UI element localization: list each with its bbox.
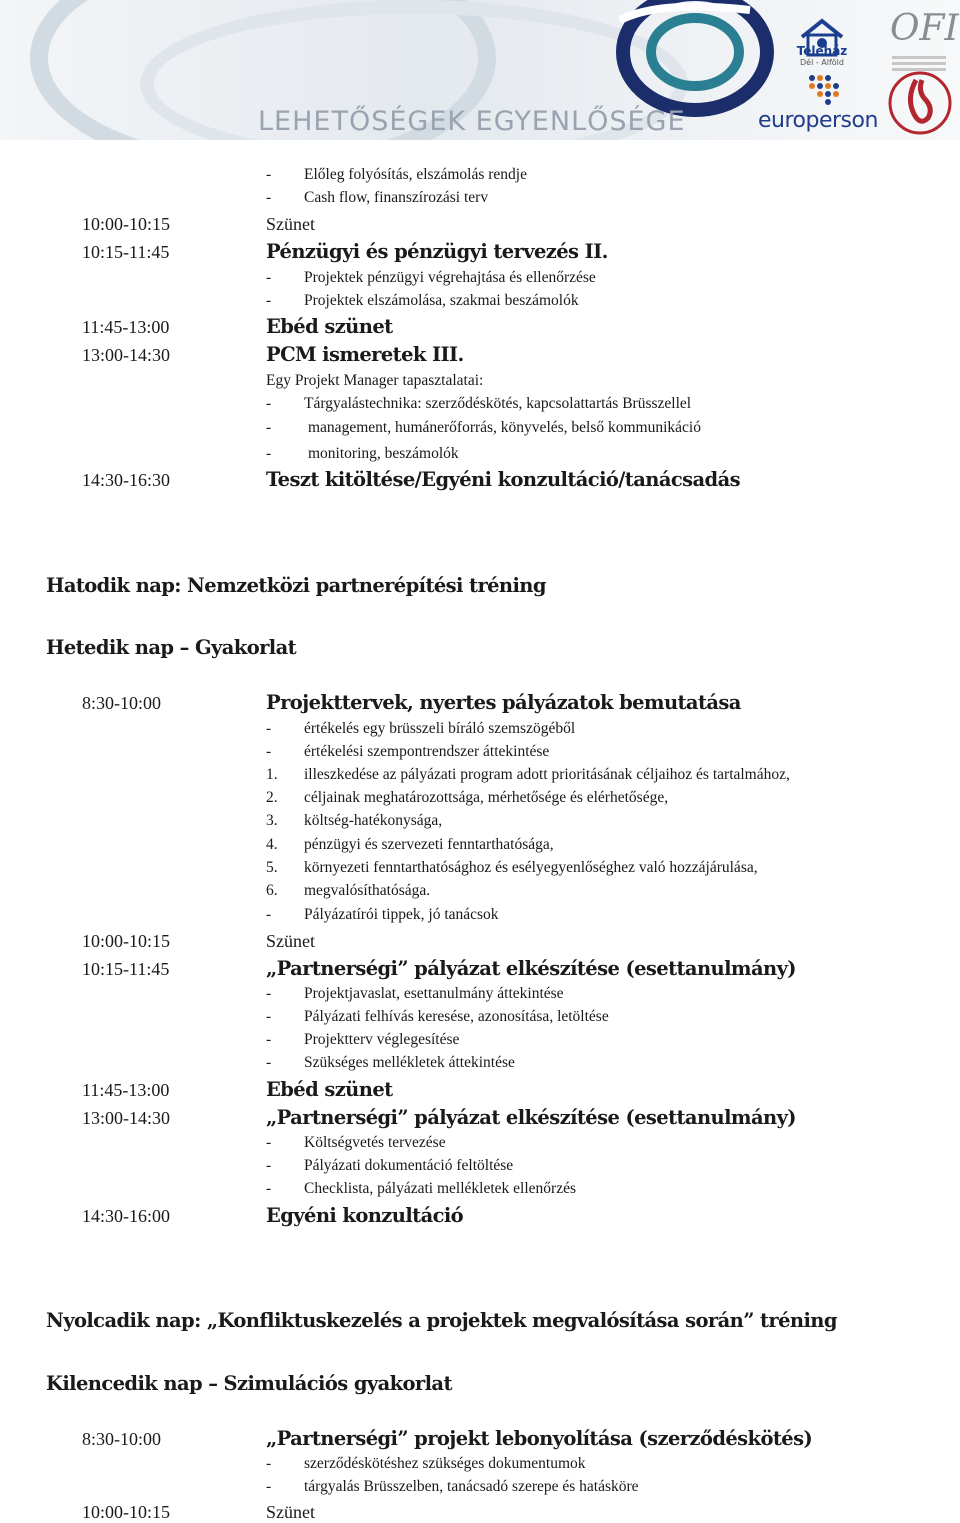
list-item: Költségvetés tervezése [304,1134,446,1151]
day-heading: Hetedik nap – Gyakorlat [46,636,297,659]
time-slot: 13:00-14:30 [82,345,170,365]
list-item: Pályázati felhívás keresése, azonosítása, letöltése [304,1008,609,1025]
day-heading: Hatodik nap: Nemzetközi partnerépítési tréning [46,574,546,597]
time-slot: 8:30-10:00 [82,693,161,713]
session-title: Ebéd szünet [266,1078,393,1101]
header-banner [0,0,960,140]
numbered-item: céljainak meghatározottsága, mérhetősége és elérhetősége, [304,789,669,806]
list-item: értékelés egy brüsszeli bíráló szemszögéből [304,720,576,737]
session-title: Projekttervek, nyertes pályázatok bemutatása [266,691,741,714]
list-number: 1. [266,766,278,783]
numbered-item: környezeti fenntarthatósághoz és esélyegyenlőséghez való hozzájárulása, [304,859,758,876]
time-slot: 10:00-10:15 [82,214,170,234]
list-item: Előleg folyósítás, elszámolás rendje [304,166,527,183]
bullet-dash: - [266,1134,272,1151]
time-slot: 10:15-11:45 [82,242,170,262]
list-number: 3. [266,812,278,829]
list-item: Pályázati dokumentáció feltöltése [304,1157,514,1174]
bullet-dash: - [266,1455,272,1472]
bullet-dash: - [266,189,272,206]
time-slot: 10:15-11:45 [82,959,170,979]
time-slot: 14:30-16:30 [82,470,170,490]
list-item: Pályázatírói tippek, jó tanácsok [304,906,499,923]
list-item: Projektterv véglegesítése [304,1031,460,1048]
foundation-seal-icon [888,68,952,138]
europerson-dots-icon [806,72,842,108]
list-item: Projektek pénzügyi végrehajtása és ellenőrzése [304,269,596,286]
bullet-dash: - [266,1180,272,1197]
list-item: szerződéskötéshez szükséges dokumentumok [304,1455,586,1472]
session-title: Teszt kitöltése/Egyéni konzultáció/tanácsadás [266,468,740,491]
list-item: Cash flow, finanszírozási terv [304,189,489,206]
list-item: tárgyalás Brüsszelben, tanácsadó szerepe és hatásköre [304,1478,639,1495]
bullet-dash: - [266,1054,272,1071]
bullet-dash: - [266,1031,272,1048]
time-slot: 13:00-14:30 [82,1108,170,1128]
bullet-dash: - [266,419,272,436]
list-item: management, humánerőforrás, könyvelés, belső kommunikáció [308,419,701,436]
session-title: Szünet [266,214,315,234]
banner-title: LEHETŐSÉGEK EGYENLŐSÉGE [258,106,686,137]
list-item: Projektek elszámolása, szakmai beszámolók [304,292,579,309]
bullet-dash: - [266,269,272,286]
time-slot: 14:30-16:00 [82,1206,170,1226]
time-slot: 11:45-13:00 [82,317,170,337]
bullet-dash: - [266,445,272,462]
session-title: „Partnerségi” projekt lebonyolítása (szerződéskötés) [266,1427,813,1450]
telehaz-logo-title: Teleház [796,44,848,58]
list-item: Projektjavaslat, esettanulmány áttekintése [304,985,564,1002]
europerson-logo: europerson [758,108,878,133]
session-title: Szünet [266,1502,315,1522]
bullet-dash: - [266,985,272,1002]
bullet-dash: - [266,1008,272,1025]
list-number: 5. [266,859,278,876]
list-item: Szükséges mellékletek áttekintése [304,1054,515,1071]
numbered-item: pénzügyi és szervezeti fenntarthatósága, [304,836,554,853]
session-title: Pénzügyi és pénzügyi tervezés II. [266,240,608,263]
list-number: 6. [266,882,278,899]
session-intro: Egy Projekt Manager tapasztalatai: [266,372,484,389]
session-title: „Partnerségi” pályázat elkészítése (esettanulmány) [266,957,796,980]
numbered-item: költség-hatékonysága, [304,812,443,829]
session-title: Szünet [266,931,315,951]
list-number: 4. [266,836,278,853]
time-slot: 10:00-10:15 [82,1502,170,1522]
time-slot: 8:30-10:00 [82,1429,161,1449]
time-slot: 10:00-10:15 [82,931,170,951]
time-slot: 11:45-13:00 [82,1080,170,1100]
telehaz-logo-subtitle: Dél - Alföld [800,58,844,67]
bullet-dash: - [266,395,272,412]
bullet-dash: - [266,166,272,183]
numbered-item: megvalósíthatósága. [304,882,431,899]
list-item: monitoring, beszámolók [308,445,459,462]
list-number: 2. [266,789,278,806]
day-heading: Kilencedik nap – Szimulációs gyakorlat [46,1372,452,1395]
bullet-dash: - [266,720,272,737]
bullet-dash: - [266,1157,272,1174]
day-heading: Nyolcadik nap: „Konfliktuskezelés a projektek megvalósítása során” tréning [46,1309,837,1332]
session-title: Ebéd szünet [266,315,393,338]
bullet-dash: - [266,743,272,760]
session-title: Egyéni konzultáció [266,1204,464,1227]
bullet-dash: - [266,292,272,309]
session-title: „Partnerségi” pályázat elkészítése (esettanulmány) [266,1106,796,1129]
bullet-dash: - [266,906,272,923]
numbered-item: illeszkedése az pályázati program adott prioritásának céljaihoz és tartalmához, [304,766,790,783]
ofi-logo: OFI [890,8,959,49]
bullet-dash: - [266,1478,272,1495]
list-item: értékelési szempontrendszer áttekintése [304,743,550,760]
session-title: PCM ismeretek III. [266,343,464,366]
list-item: Tárgyalástechnika: szerződéskötés, kapcsolattartás Brüsszellel [304,395,692,412]
list-item: Checklista, pályázati mellékletek ellenőrzés [304,1180,576,1197]
